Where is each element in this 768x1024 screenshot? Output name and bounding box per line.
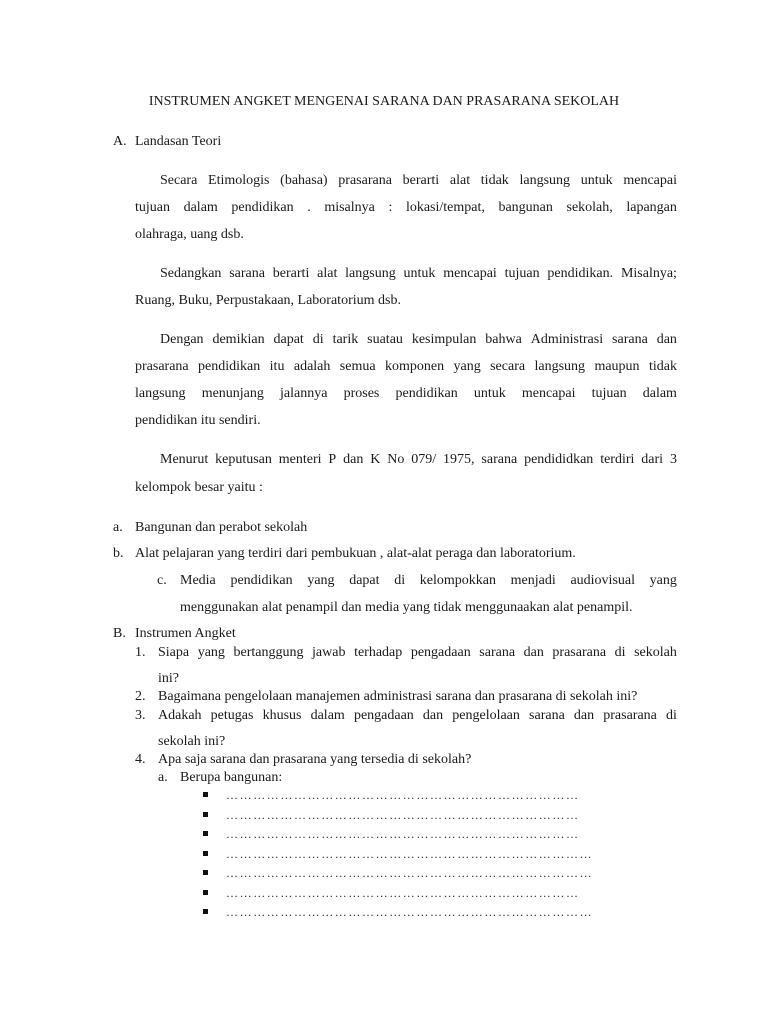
- word: tidak: [648, 359, 677, 374]
- list-b-text: Alat pelajaran yang terdiri dari pembukuan , alat-alat peraga dan laboratorium.: [135, 546, 576, 561]
- word: pengelolaan: [452, 708, 520, 723]
- word: .: [307, 200, 311, 215]
- word: itu: [269, 359, 285, 374]
- p4-line-1: [160, 452, 677, 468]
- word: sarana: [479, 645, 516, 660]
- word: berarti: [272, 266, 310, 281]
- word: mencapai: [521, 386, 576, 401]
- word: K: [370, 452, 381, 467]
- list-a-marker: a.: [113, 520, 123, 535]
- word: (bahasa): [280, 173, 328, 188]
- word: Adakah: [158, 708, 202, 723]
- word: terdiri: [600, 452, 635, 467]
- q4-number: 4.: [135, 752, 146, 767]
- word: :: [388, 200, 393, 215]
- fill-in-line-5[interactable]: ………………………………………………………………………: [226, 866, 594, 880]
- word: dan: [573, 708, 595, 723]
- word: Dengan: [160, 332, 204, 347]
- word: sarana: [481, 452, 518, 467]
- word: untuk: [473, 386, 506, 401]
- word: Siapa: [158, 645, 190, 660]
- word: pendidikan: [231, 200, 294, 215]
- word: sekolah: [634, 645, 677, 660]
- q2-number: 2.: [135, 689, 146, 704]
- list-c-marker: c.: [157, 573, 167, 588]
- word: alat: [449, 173, 471, 188]
- section-b-marker: B.: [113, 626, 126, 641]
- word: proses: [343, 386, 380, 401]
- word: sekolah,: [566, 200, 613, 215]
- word: di: [614, 645, 626, 660]
- word: bahwa: [485, 332, 522, 347]
- word: sarana: [529, 708, 565, 723]
- word: dalam: [642, 386, 677, 401]
- q3-line-1-text: [158, 708, 677, 724]
- word: lokasi/tempat,: [405, 200, 485, 215]
- word: yang: [197, 645, 225, 660]
- section-a-heading: Landasan Teori: [135, 134, 222, 149]
- p2-line-2: Ruang, Buku, Perpustakaan, Laboratorium dsb.: [135, 293, 401, 308]
- word: prasarana: [338, 173, 392, 188]
- p4-line-1-text: [160, 452, 677, 468]
- word: kesimpulan: [411, 332, 477, 347]
- word: pengadaan: [353, 708, 414, 723]
- word: pendididkan: [524, 452, 594, 467]
- q2-line-1: Bagaimana pengelolaan manajemen administrasi sarana dan prasarana di sekolah ini?: [158, 689, 638, 704]
- p1-line-3: olahraga, uang dsb.: [135, 227, 244, 242]
- bullet-square-icon: [203, 792, 208, 797]
- section-b-heading: Instrumen Angket: [135, 626, 236, 641]
- word: dapat: [273, 332, 304, 347]
- word: langsung: [519, 173, 571, 188]
- fill-in-line-4[interactable]: ………………………………………………………………………: [226, 847, 594, 861]
- word: jawab: [312, 645, 346, 660]
- p3-line-4: pendidikan itu sendiri.: [135, 413, 261, 428]
- word: tarik: [332, 332, 359, 347]
- word: dan: [656, 332, 677, 347]
- fill-in-line-2[interactable]: ……………………………………………………………………: [226, 808, 580, 822]
- word: tujuan: [591, 386, 627, 401]
- word: prasarana: [135, 359, 189, 374]
- sub-a-label: Berupa bangunan:: [180, 770, 283, 785]
- p3-line-2-text: [135, 359, 677, 375]
- word: di: [312, 332, 324, 347]
- word: dan: [422, 708, 444, 723]
- q3-number: 3.: [135, 708, 146, 723]
- word: 3: [669, 452, 677, 467]
- section-a-marker: A.: [113, 134, 127, 149]
- word: 1975,: [443, 452, 475, 467]
- word: Sedangkan: [160, 266, 222, 281]
- list-c-line-1: [180, 573, 677, 589]
- word: bertanggung: [233, 645, 304, 660]
- word: secara: [490, 359, 526, 374]
- word: mencapai: [623, 173, 677, 188]
- fill-in-line-1[interactable]: ……………………………………………………………………: [226, 788, 580, 802]
- list-b-marker: b.: [113, 546, 124, 561]
- word: tidak: [480, 173, 509, 188]
- word: kelompokkan: [419, 573, 496, 588]
- word: dapat: [349, 573, 380, 588]
- p1-line-2: [135, 200, 677, 216]
- q1-line-2: ini?: [158, 671, 179, 686]
- word: alat: [317, 266, 338, 281]
- word: adalah: [293, 359, 331, 374]
- word: pengadaan: [410, 645, 471, 660]
- word: tujuan: [504, 266, 540, 281]
- q3-line-2: sekolah ini?: [158, 734, 226, 749]
- word: sarana: [612, 332, 648, 347]
- word: menteri: [278, 452, 322, 467]
- word: Etimologis: [208, 173, 270, 188]
- word: menjadi: [510, 573, 556, 588]
- word: pendidikan: [198, 359, 261, 374]
- word: dari: [641, 452, 664, 467]
- word: pendidikan: [230, 573, 293, 588]
- word: khusus: [262, 708, 302, 723]
- fill-in-line-7[interactable]: ………………………………………………………………………: [226, 905, 594, 919]
- word: langsung: [135, 386, 186, 401]
- p3-line-2: [135, 359, 677, 375]
- word: dan: [523, 645, 544, 660]
- word: terhadap: [354, 645, 403, 660]
- word: maupun: [594, 359, 640, 374]
- p3-line-3-text: [135, 386, 677, 402]
- word: petugas: [210, 708, 254, 723]
- bullet-square-icon: [203, 890, 208, 895]
- p1-line-2-text: [135, 200, 677, 216]
- word: di: [666, 708, 677, 723]
- p3-line-1-text: [160, 332, 677, 348]
- word: bangunan: [498, 200, 553, 215]
- word: semua: [339, 359, 376, 374]
- p2-line-1: [160, 266, 677, 282]
- word: Administrasi: [530, 332, 604, 347]
- word: prasarana: [552, 645, 607, 660]
- p1-line-1: [160, 173, 677, 189]
- bullet-square-icon: [203, 851, 208, 856]
- word: Media: [180, 573, 216, 588]
- word: yang: [453, 359, 481, 374]
- q4-line-1: Apa saja sarana dan prasarana yang tersedia di sekolah?: [158, 752, 472, 767]
- bullet-square-icon: [203, 812, 208, 817]
- p3-line-3: [135, 386, 677, 402]
- word: Secara: [160, 173, 198, 188]
- p4-line-2: kelompok besar yaitu :: [135, 480, 263, 495]
- word: untuk: [403, 266, 436, 281]
- word: prasarana: [603, 708, 657, 723]
- document-title: INSTRUMEN ANGKET MENGENAI SARANA DAN PRASARANA SEKOLAH: [148, 94, 620, 109]
- bullet-square-icon: [203, 831, 208, 836]
- p3-line-1: [160, 332, 677, 348]
- word: sarana: [229, 266, 265, 281]
- list-c-line-1-text: [180, 573, 677, 589]
- word: mencapai: [443, 266, 497, 281]
- word: lapangan: [626, 200, 677, 215]
- word: langsung: [345, 266, 396, 281]
- word: komponen: [384, 359, 445, 374]
- fill-in-line-6[interactable]: ……………………………………………………………………: [226, 886, 580, 900]
- word: Menurut: [160, 452, 209, 467]
- word: keputusan: [215, 452, 272, 467]
- word: yang: [307, 573, 335, 588]
- fill-in-line-3[interactable]: ……………………………………………………………………: [226, 827, 580, 841]
- word: audiovisual: [570, 573, 635, 588]
- word: jalannya: [280, 386, 328, 401]
- q3-line-1: [158, 708, 677, 724]
- p2-line-1-text: [160, 266, 677, 282]
- word: misalnya: [324, 200, 375, 215]
- q1-number: 1.: [135, 645, 146, 660]
- word: pendidikan: [395, 386, 458, 401]
- list-a-text: Bangunan dan perabot sekolah: [135, 520, 308, 535]
- word: untuk: [580, 173, 613, 188]
- word: yang: [649, 573, 677, 588]
- word: Misalnya;: [620, 266, 677, 281]
- p1-line-1-text: [160, 173, 677, 189]
- word: dan: [343, 452, 364, 467]
- word: P: [328, 452, 337, 467]
- word: di: [394, 573, 406, 588]
- word: menunjang: [201, 386, 264, 401]
- word: langsung: [534, 359, 586, 374]
- word: tujuan: [135, 200, 170, 215]
- bullet-square-icon: [203, 909, 208, 914]
- bullet-square-icon: [203, 870, 208, 875]
- word: dalam: [310, 708, 345, 723]
- word: 079/: [411, 452, 437, 467]
- sub-a-marker: a.: [158, 770, 168, 785]
- word: demikian: [212, 332, 265, 347]
- word: berarti: [402, 173, 440, 188]
- word: pendidikan.: [547, 266, 614, 281]
- list-c-line-2: menggunakan alat penampil dan media yang tidak menggunaakan alat penampil.: [180, 600, 633, 615]
- q1-line-1: [158, 645, 677, 661]
- word: suatau: [367, 332, 403, 347]
- word: No: [387, 452, 405, 467]
- word: dalam: [183, 200, 218, 215]
- q1-line-1-text: [158, 645, 677, 661]
